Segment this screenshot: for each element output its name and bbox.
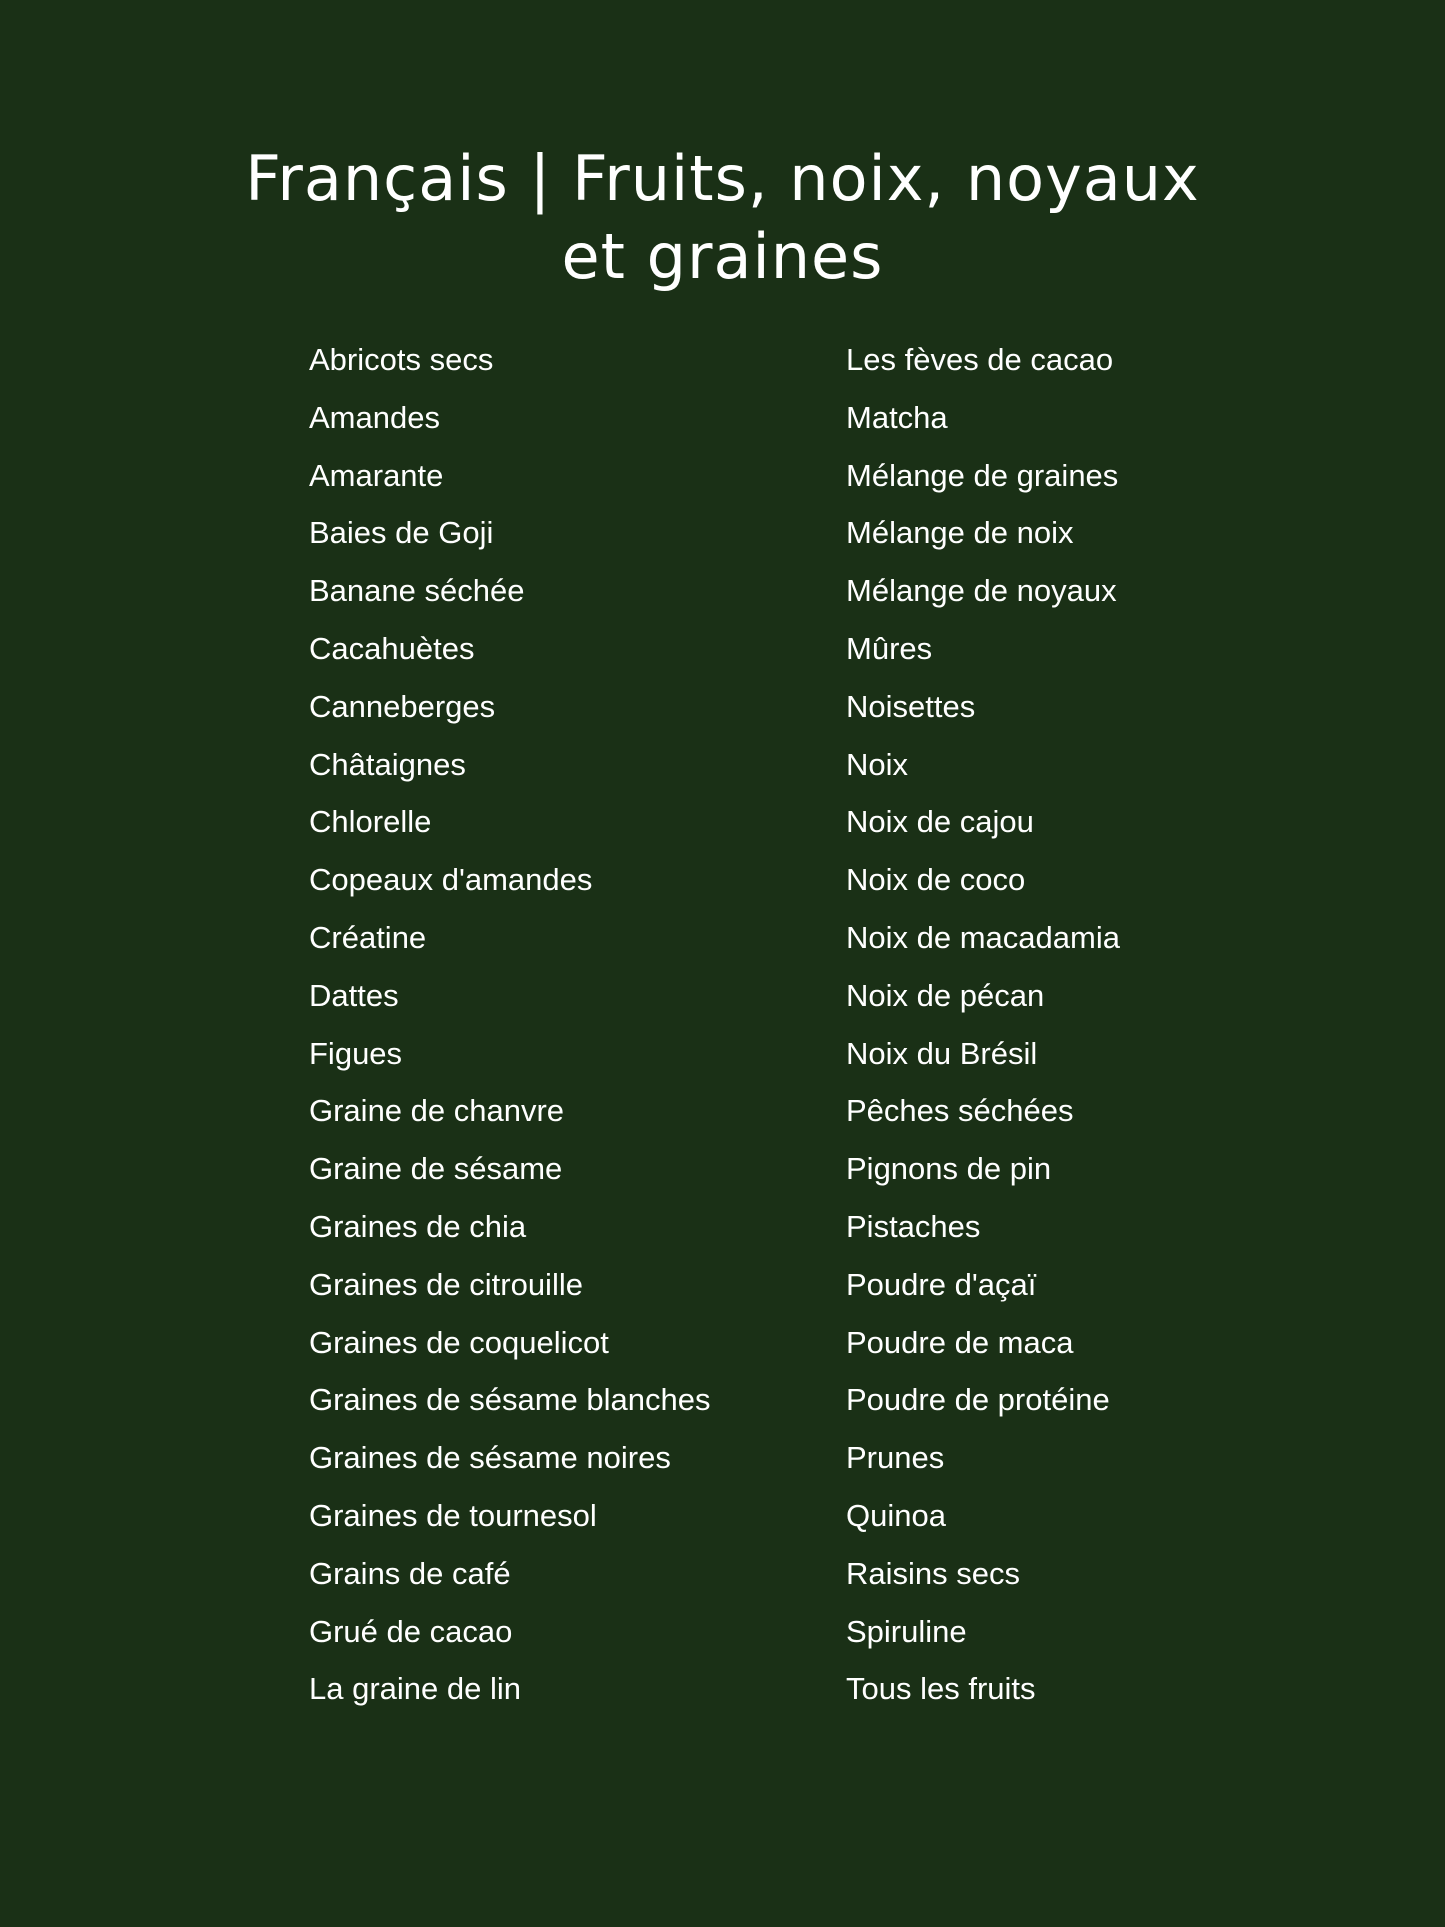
list-item: Grains de café bbox=[309, 1555, 511, 1591]
list-item: Quinoa bbox=[846, 1497, 946, 1533]
list-item: Les fèves de cacao bbox=[846, 342, 1114, 377]
list-item: Pêches séchées bbox=[846, 1093, 1074, 1129]
list-item: Cacahuètes bbox=[309, 630, 475, 666]
list-item: Noix de pécan bbox=[846, 977, 1045, 1013]
list-item: Châtaignes bbox=[309, 746, 466, 782]
list-item: Mélange de noyaux bbox=[846, 573, 1117, 609]
list-item: Copeaux d'amandes bbox=[309, 862, 593, 898]
list-item: Amandes bbox=[309, 399, 440, 435]
list-item: Mélange de noix bbox=[846, 515, 1074, 551]
list-item: Pignons de pin bbox=[846, 1151, 1052, 1187]
list-item: Noix bbox=[846, 746, 909, 782]
list-item: Abricots secs bbox=[309, 342, 494, 377]
list-item: Matcha bbox=[846, 399, 948, 435]
list-item: Tous les fruits bbox=[846, 1671, 1036, 1707]
list-item: Graine de sésame bbox=[309, 1151, 563, 1187]
list-item: Graines de sésame blanches bbox=[309, 1382, 711, 1418]
list-item: Canneberges bbox=[309, 688, 496, 724]
list-item: Prunes bbox=[846, 1440, 945, 1476]
list-item: Chlorelle bbox=[309, 804, 432, 840]
list-item: Amarante bbox=[309, 457, 444, 493]
list-item: Noix du Brésil bbox=[846, 1035, 1038, 1071]
left-ingredient-list bbox=[309, 339, 809, 1726]
list-item: Mûres bbox=[846, 630, 933, 666]
list-item: Mélange de graines bbox=[846, 457, 1119, 493]
list-item: Noix de coco bbox=[846, 862, 1026, 898]
list-item: Graines de chia bbox=[309, 1208, 527, 1244]
list-item: Figues bbox=[309, 1035, 403, 1071]
list-item: Raisins secs bbox=[846, 1555, 1020, 1591]
list-item: Dattes bbox=[309, 977, 399, 1013]
list-item: Baies de Goji bbox=[309, 515, 494, 551]
list-item: Graines de tournesol bbox=[309, 1497, 597, 1533]
right-ingredient-list bbox=[846, 339, 1366, 1726]
list-item: Banane séchée bbox=[309, 573, 525, 609]
page-title bbox=[0, 140, 1445, 296]
list-item: Graine de chanvre bbox=[309, 1093, 565, 1129]
list-item: Créatine bbox=[309, 919, 427, 955]
list-item: Graines de sésame noires bbox=[309, 1440, 671, 1476]
list-item: La graine de lin bbox=[309, 1671, 521, 1707]
list-item: Poudre d'açaï bbox=[846, 1266, 1037, 1302]
list-item: Noix de macadamia bbox=[846, 919, 1120, 955]
list-item: Noix de cajou bbox=[846, 804, 1034, 840]
page-title-line-2: et graines bbox=[561, 220, 884, 293]
list-item: Grué de cacao bbox=[309, 1613, 513, 1649]
list-item: Pistaches bbox=[846, 1208, 981, 1244]
list-item: Graines de citrouille bbox=[309, 1266, 583, 1302]
list-item: Noisettes bbox=[846, 688, 976, 724]
page-title-line-1: Français | Fruits, noix, noyaux bbox=[245, 142, 1200, 215]
list-item: Poudre de protéine bbox=[846, 1382, 1110, 1418]
list-item: Spiruline bbox=[846, 1613, 967, 1649]
list-item: Graines de coquelicot bbox=[309, 1324, 609, 1360]
list-item: Poudre de maca bbox=[846, 1324, 1074, 1360]
